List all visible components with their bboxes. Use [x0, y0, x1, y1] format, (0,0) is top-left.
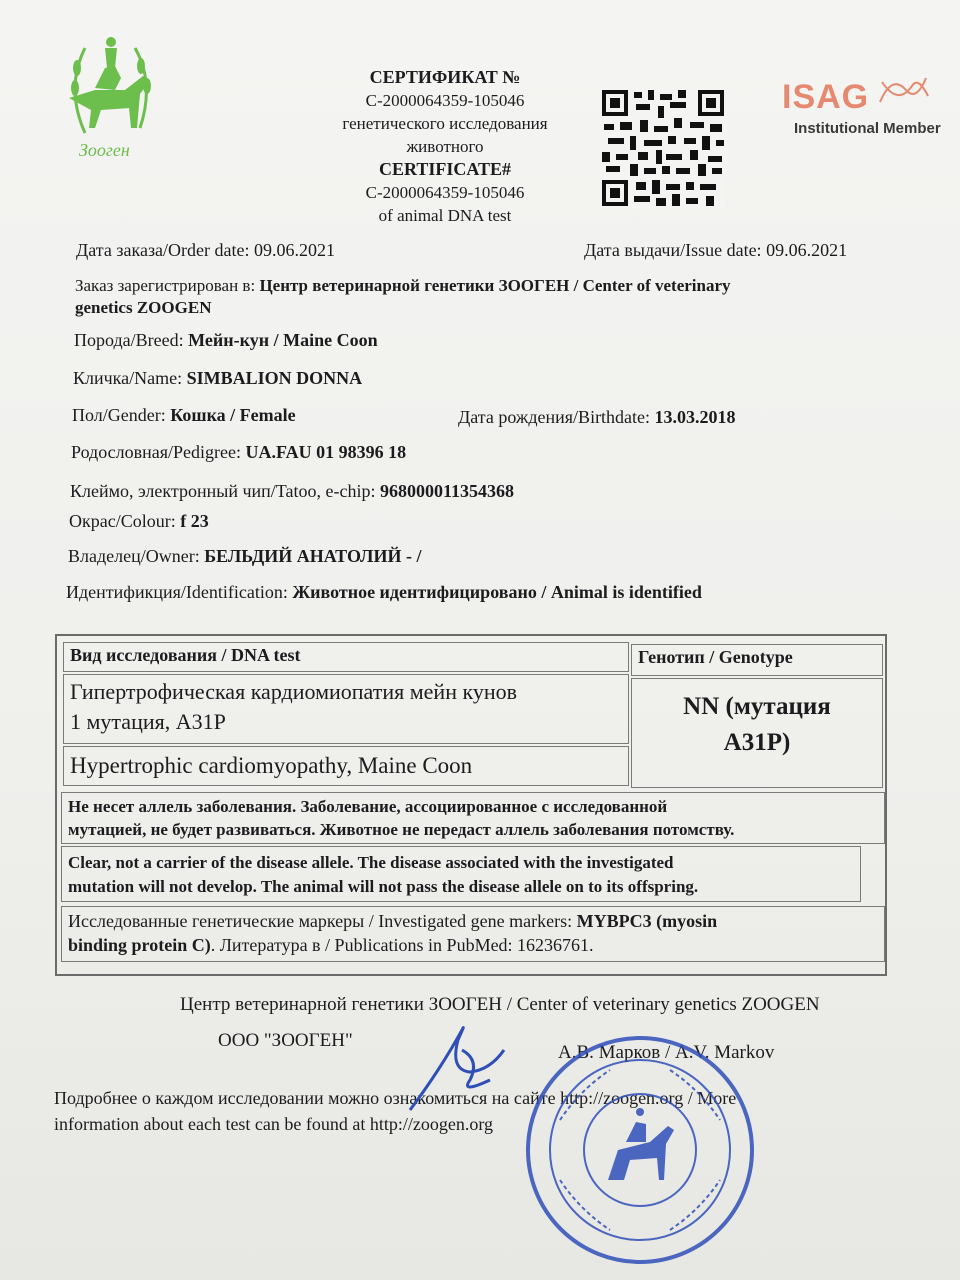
cert-number-2: С-2000064359-105046 [365, 183, 525, 202]
order-date-value: 09.06.2021 [254, 240, 335, 260]
registered-line-1 [75, 276, 731, 296]
issue-date [584, 240, 847, 261]
identification-row [66, 582, 702, 603]
order-date-label: Дата заказа/Order date: [76, 240, 254, 260]
desc-ru-2: животного [406, 137, 484, 156]
identification-value: Животное идентифицировано / Animal is identified [292, 582, 702, 602]
registered-line-2 [75, 298, 211, 318]
colour-value: f 23 [180, 511, 209, 531]
owner-value: БЕЛЬДИЙ АНАТОЛИЙ - / [204, 546, 422, 566]
signature [400, 1010, 520, 1120]
name-label: Кличка/Name: [73, 368, 187, 388]
footer-center: Центр ветеринарной генетики ЗООГЕН / Center of veterinary genetics ZOOGEN [180, 994, 820, 1015]
title-en: CERTIFICATE# [378, 159, 512, 179]
registered-value-2: genetics ZOOGEN [75, 298, 212, 317]
result-en-1: Clear, not a carrier of the disease allele. The disease associated with the investigated [68, 853, 674, 872]
registered-value-1: Центр ветеринарной генетики ЗООГЕН / Center of veterinary [259, 276, 731, 295]
isag-member: Institutional Member [794, 120, 941, 137]
markers-protein: binding protein C) [68, 935, 211, 955]
breed-row [74, 330, 378, 351]
certificate-title [300, 66, 590, 227]
title-ru: СЕРТИФИКАТ № [369, 67, 521, 87]
footer-more-1: Подробнее о каждом исследовании можно ознакомиться на сайте http://zoogen.org / More [54, 1088, 737, 1108]
result-ru-cell [61, 792, 885, 844]
markers-pubmed: . Литература в / Publications in PubMed: 16236761. [210, 935, 594, 955]
result-en-2: mutation will not develop. The animal will not pass the disease allele on to its offspring. [68, 877, 699, 896]
birthdate-row [458, 407, 736, 428]
colour-row [69, 511, 209, 532]
breed-value: Мейн-кун / Maine Coon [188, 330, 378, 350]
genotype-cell [631, 678, 883, 788]
isag-name: ISAG [782, 78, 870, 116]
desc-en: of animal DNA test [378, 206, 512, 225]
breed-label: Порода/Breed: [74, 330, 189, 350]
birthdate-value: 13.03.2018 [654, 407, 736, 427]
genotype-2: A31P) [723, 729, 791, 756]
head-genotype-cell [631, 644, 883, 676]
test-ru-1: Гипертрофическая кардиомиопатия мейн кунов [70, 679, 518, 704]
logo-text: Зооген [79, 140, 130, 160]
name-row [73, 368, 362, 389]
birthdate-label: Дата рождения/Birthdate: [458, 407, 655, 427]
pedigree-value: UA.FAU 01 98396 18 [245, 442, 407, 462]
gender-row [72, 405, 296, 426]
cert-number-1: С-2000064359-105046 [365, 91, 525, 110]
chip-label: Клеймо, электронный чип/Tatoo, e-chip: [70, 481, 380, 501]
round-stamp [520, 1030, 760, 1270]
owner-label: Владелец/Owner: [68, 546, 205, 566]
result-en-cell [61, 846, 861, 902]
issue-date-label: Дата выдачи/Issue date: [584, 240, 767, 260]
footer-signer: А.В. Марков / A.V. Markov [558, 1042, 775, 1063]
head-test-cell [63, 642, 629, 672]
chip-row [70, 481, 514, 502]
result-ru-2: мутацией, не будет развиваться. Животное не передаст аллель заболевания потомству. [68, 820, 735, 839]
test-ru-2: 1 мутация, A31P [70, 709, 226, 734]
isag-logo [780, 78, 958, 148]
gender-label: Пол/Gender: [72, 405, 171, 425]
dna-test-table [55, 634, 887, 976]
test-en: Hypertrophic cardiomyopathy, Maine Coon [70, 753, 473, 778]
chip-value: 968000011354368 [379, 481, 514, 501]
head-genotype: Генотип / Genotype [638, 647, 793, 667]
order-date [76, 240, 335, 261]
footer-company: ООО "ЗООГЕН" [218, 1030, 353, 1051]
test-ru-cell [63, 674, 629, 744]
markers-gene: MYBPC3 (myosin [576, 911, 718, 931]
result-ru-1: Не несет аллель заболевания. Заболевание, ассоциированное с исследованной [68, 797, 668, 816]
head-test: Вид исследования / DNA test [70, 645, 301, 665]
name-value: SIMBALION DONNA [186, 368, 363, 388]
owner-row [68, 546, 421, 567]
identification-label: Идентификция/Identification: [66, 582, 293, 602]
footer-more-2: information about each test can be found at http://zoogen.org [54, 1114, 494, 1134]
markers-text-1: Исследованные генетические маркеры / Investigated gene markers: [68, 911, 577, 931]
zoogen-logo [55, 28, 165, 168]
registered-label: Заказ зарегистрирован в: [75, 276, 260, 295]
desc-ru-1: генетического исследования [342, 114, 548, 133]
issue-date-value: 09.06.2021 [766, 240, 848, 260]
genotype-1: NN (мутация [683, 693, 831, 720]
qr-code [600, 88, 726, 208]
colour-label: Окрас/Colour: [69, 511, 181, 531]
test-en-cell [63, 746, 629, 786]
pedigree-row [71, 442, 406, 463]
gender-value: Кошка / Female [170, 405, 296, 425]
pedigree-label: Родословная/Pedigree: [71, 442, 246, 462]
markers-cell [61, 906, 885, 962]
